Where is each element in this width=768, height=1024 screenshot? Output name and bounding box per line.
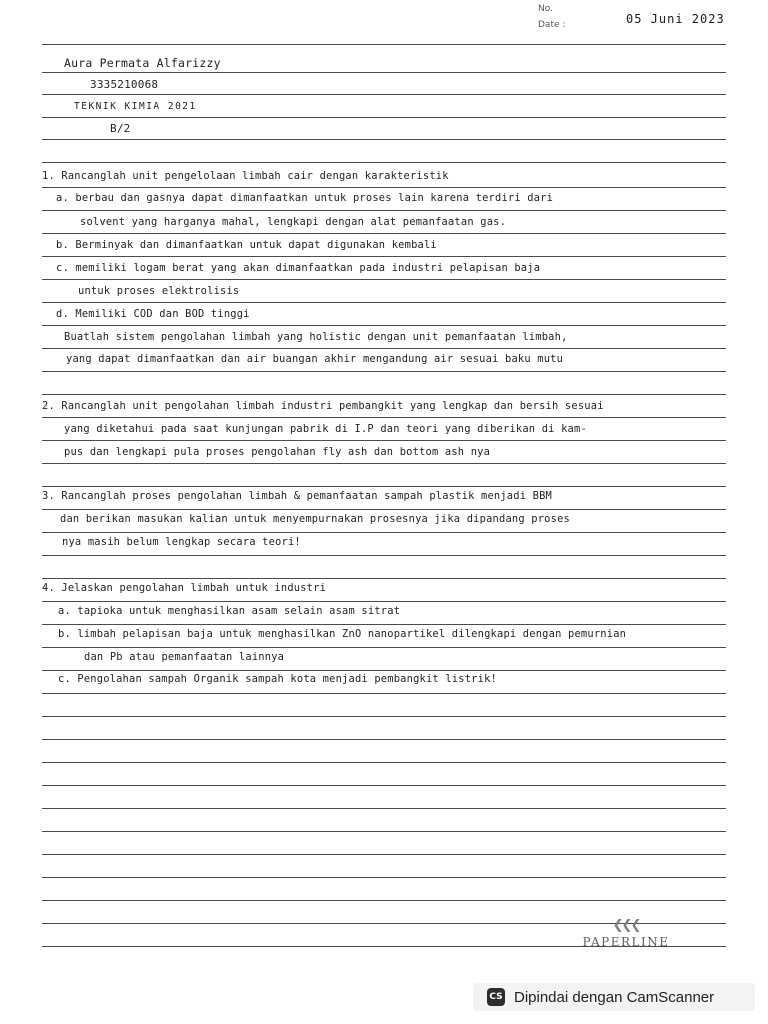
rule-line	[42, 693, 726, 694]
rule-line	[42, 72, 726, 73]
student-class: B/2	[110, 122, 131, 135]
question-1-line-1: 1. Rancanglah unit pengelolaan limbah cair dengan karakteristik	[42, 170, 449, 182]
student-name: Aura Permata Alfarizzy	[64, 56, 221, 70]
question-1-line-8: Buatlah sistem pengolahan limbah yang holistic dengan unit pemanfaatan limbah,	[64, 331, 568, 343]
question-4-line-2: a. tapioka untuk menghasilkan asam selain asam sitrat	[58, 605, 401, 617]
paperline-logo	[566, 918, 686, 949]
rule-line	[42, 578, 726, 579]
rule-line	[42, 509, 726, 510]
paperline-mark-icon: ❮❮❮	[612, 918, 640, 933]
camscanner-watermark	[473, 983, 755, 1011]
question-3-line-2: dan berikan masukan kalian untuk menyempurnakan prosesnya jika dipandang proses	[60, 513, 570, 525]
notebook-page	[42, 0, 726, 975]
rule-line	[42, 854, 726, 855]
question-2-line-2: yang diketahui pada saat kunjungan pabrik di I.P dan teori yang diberikan di kam-	[64, 423, 587, 435]
rule-line	[42, 601, 726, 602]
rule-line	[42, 394, 726, 395]
camscanner-label: Dipindai dengan CamScanner	[514, 988, 715, 1006]
rule-line	[42, 325, 726, 326]
question-3-line-1: 3. Rancanglah proses pengolahan limbah & pemanfaatan sampah plastik menjadi BBM	[42, 490, 552, 502]
question-2-line-3: pus dan lengkapi pula proses pengolahan fly ash dan bottom ash nya	[64, 446, 491, 458]
rule-line	[42, 486, 726, 487]
rule-line	[42, 279, 726, 280]
rule-line	[42, 647, 726, 648]
question-1-line-2: a. berbau dan gasnya dapat dimanfaatkan untuk proses lain karena terdiri dari	[56, 192, 554, 204]
no-label: No.	[538, 4, 553, 14]
question-4-line-3: b. limbah pelapisan baja untuk menghasilkan ZnO nanopartikel dilengkapi dengan pemurnian	[58, 628, 627, 640]
question-2-line-1: 2. Rancanglah unit pengolahan limbah industri pembangkit yang lengkap dan bersih sesuai	[42, 400, 604, 412]
question-1-line-3: solvent yang harganya mahal, lengkapi dengan alat pemanfaatan gas.	[80, 216, 507, 228]
date-value: 05 Juni 2023	[626, 12, 725, 26]
rule-line	[42, 739, 726, 740]
rule-line	[42, 117, 726, 118]
rule-line	[42, 831, 726, 832]
student-id: 3335210068	[90, 78, 159, 91]
rule-line	[42, 162, 726, 163]
rule-line	[42, 440, 726, 441]
rule-line	[42, 716, 726, 717]
rule-line	[42, 210, 726, 211]
camscanner-icon: CS	[487, 988, 505, 1006]
rule-line	[42, 624, 726, 625]
question-4-line-1: 4. Jelaskan pengolahan limbah untuk industri	[42, 582, 327, 594]
rule-line	[42, 808, 726, 809]
question-1-line-7: d. Memiliki COD dan BOD tinggi	[56, 308, 250, 320]
rule-line	[42, 44, 726, 45]
question-1-line-4: b. Berminyak dan dimanfaatkan untuk dapat digunakan kembali	[56, 239, 437, 251]
rule-line	[42, 463, 726, 464]
question-4-line-4: dan Pb atau pemanfaatan lainnya	[84, 651, 285, 663]
rule-line	[42, 785, 726, 786]
rule-line	[42, 139, 726, 140]
question-1-line-6: untuk proses elektrolisis	[78, 285, 240, 297]
paperline-wordmark: PAPERLINE	[582, 935, 670, 949]
rule-line	[42, 555, 726, 556]
rule-line	[42, 762, 726, 763]
rule-line	[42, 256, 726, 257]
question-1-line-9: yang dapat dimanfaatkan dan air buangan akhir mengandung air sesuai baku mutu	[66, 353, 564, 365]
rule-line	[42, 417, 726, 418]
rule-line	[42, 348, 726, 349]
rule-line	[42, 302, 726, 303]
student-program: TEKNIK KIMIA 2021	[74, 101, 197, 112]
rule-line	[42, 371, 726, 372]
rule-line	[42, 94, 726, 95]
question-4-line-5: c. Pengolahan sampah Organik sampah kota menjadi pembangkit listrik!	[58, 673, 497, 685]
date-label: Date :	[538, 20, 566, 30]
rule-line	[42, 670, 726, 671]
rule-line	[42, 233, 726, 234]
question-3-line-3: nya masih belum lengkap secara teori!	[62, 536, 301, 548]
rule-line	[42, 877, 726, 878]
rule-line	[42, 187, 726, 188]
question-1-line-5: c. memiliki logam berat yang akan dimanfaatkan pada industri pelapisan baja	[56, 262, 541, 274]
rule-line	[42, 532, 726, 533]
rule-line	[42, 900, 726, 901]
